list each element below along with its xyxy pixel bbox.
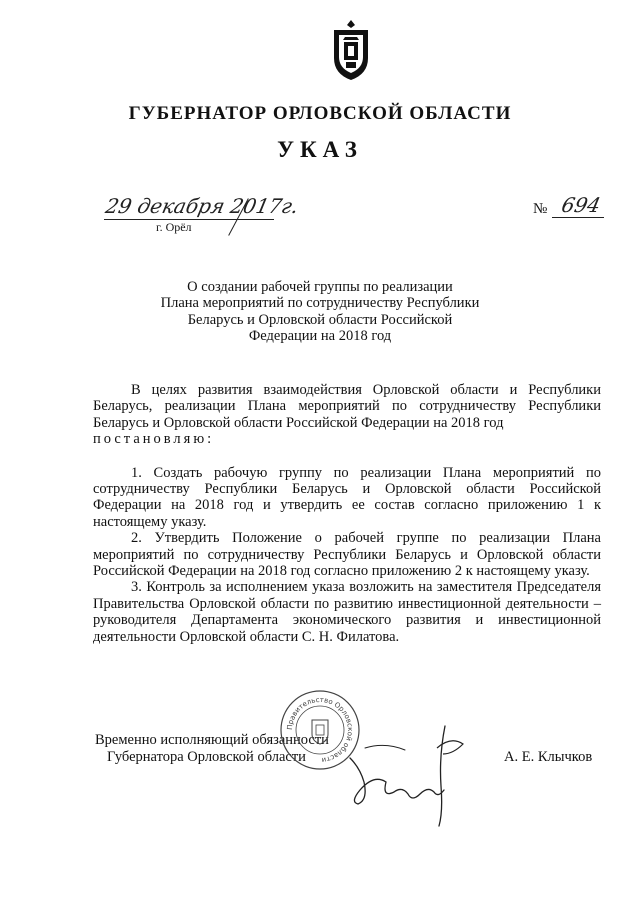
decree-body [93, 382, 601, 645]
position-line: Временно исполняющий обязанности [95, 732, 329, 748]
handwritten-date: 29 декабря 2017г. [103, 194, 301, 218]
city-label: г. Орёл [156, 220, 192, 234]
signatory-name: А. Е. Клычков [504, 749, 593, 765]
document-type: УКАЗ [277, 137, 363, 162]
subject-line: Беларусь и Орловской области Российской [187, 311, 453, 328]
orel-region-coat-of-arms-icon [326, 18, 376, 82]
position-line: Губернатора Орловской области [107, 749, 306, 765]
handwritten-signature-icon [345, 718, 475, 828]
preamble-paragraph: В целях развития взаимодействия Орловской области и Республики Беларусь, реализации Плана мероприятий по сотрудничеству Республики Беларусь и Орловской области Российской Федерации на 2018 год [93, 382, 601, 431]
decree-item: 1. Создать рабочую группу по реализации Плана мероприятий по сотрудничеству Республики Беларусь и Орловской области Российской Федерации на 2018 год и утвердить ее состав согласно приложению 1 к настоящему указу. [93, 464, 601, 530]
number-label: № [533, 201, 548, 217]
number-underline [552, 217, 604, 218]
decree-word: постановляю: [93, 431, 215, 448]
subject-line: Федерации на 2018 год [248, 327, 392, 344]
decree-subject [130, 279, 510, 344]
subject-line: Плана мероприятий по сотрудничеству Республики [160, 295, 480, 312]
subject-line: О создании рабочей группы по реализации [187, 279, 453, 295]
authority-title: ГУБЕРНАТОР ОРЛОВСКОЙ ОБЛАСТИ [128, 103, 512, 124]
decree-item: 2. Утвердить Положение о рабочей группе по реализации Плана мероприятий по сотрудничеству Республики Беларусь и Орловской области Российской Федерации на 2018 год согласно приложению 2 к настоящему указу. [93, 530, 601, 580]
handwritten-number: 694 [559, 193, 603, 217]
decree-item: 3. Контроль за исполнением указа возложить на заместителя Председателя Правительства Орловской области по развитию инвестиционной деятельности – руководителя Департамента экономического развития и инвестиционной деятельности Орловской области С. Н. Филатова. [93, 579, 601, 645]
seal-text: Правительство Орловской области [285, 695, 355, 765]
